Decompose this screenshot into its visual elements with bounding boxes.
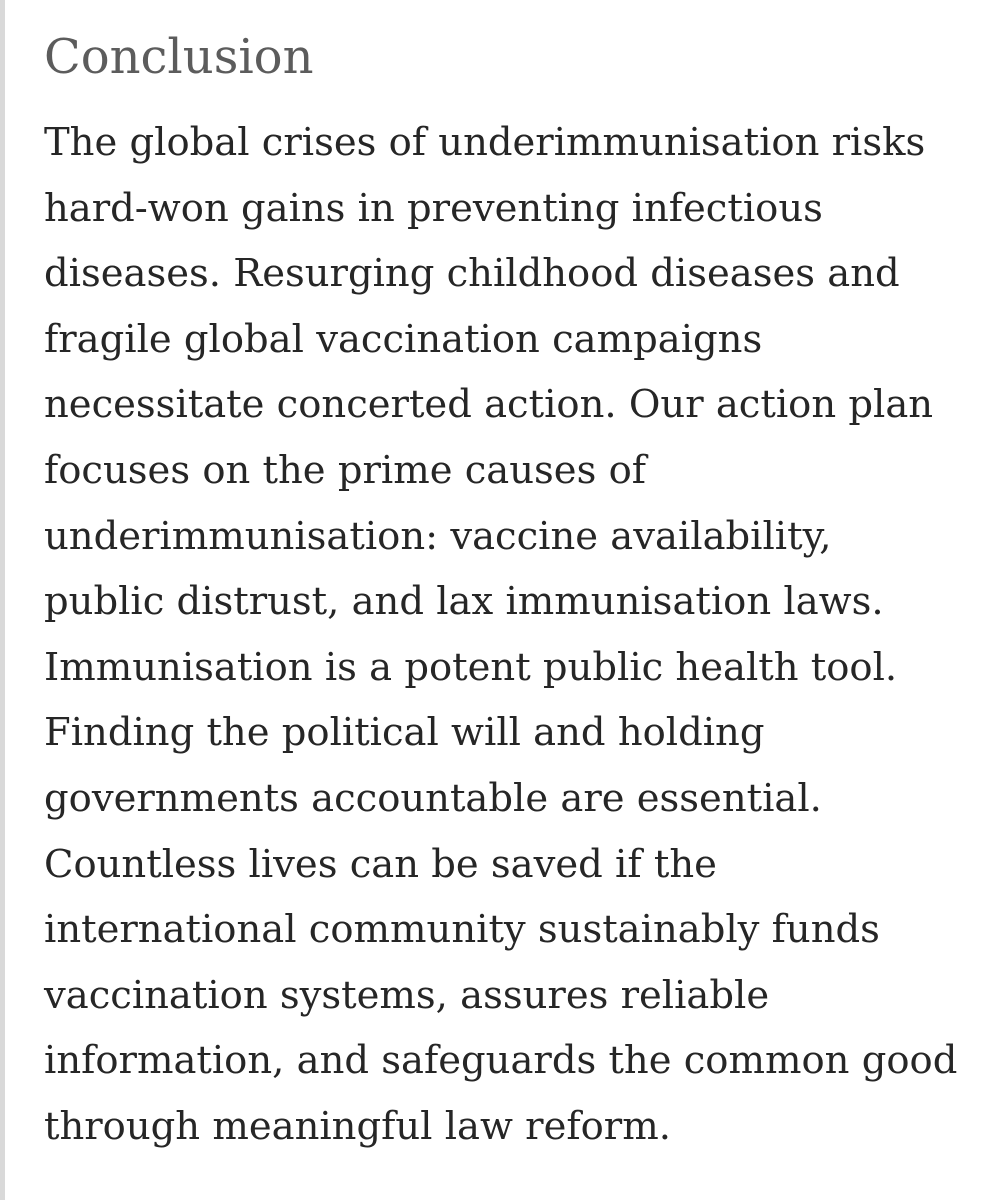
paragraph-line: information, and safeguards the common good [44, 1038, 958, 1084]
paragraph-line: Countless lives can be saved if the [44, 841, 717, 887]
paragraph-line: hard-won gains in preventing infectious [44, 185, 823, 231]
paragraph-line: through meaningful law reform. [44, 1103, 671, 1149]
paragraph-line: international community sustainably funds [44, 907, 880, 953]
paragraph-line: governments accountable are essential. [44, 775, 822, 821]
paragraph-line: public distrust, and lax immunisation laws. [44, 579, 884, 625]
paragraph-line: The global crises of underimmunisation risks [44, 120, 926, 165]
left-border-rule [0, 0, 5, 1200]
section-heading: Conclusion [44, 29, 314, 85]
paragraph-line: diseases. Resurging childhood diseases and [44, 251, 900, 297]
conclusion-paragraph [44, 110, 984, 1160]
paragraph-line: underimmunisation: vaccine availability, [44, 513, 832, 559]
paragraph-line: necessitate concerted action. Our action plan [44, 382, 934, 428]
paragraph-line: fragile global vaccination campaigns [44, 316, 763, 362]
conclusion-section [44, 22, 984, 1160]
paragraph-line: vaccination systems, assures reliable [44, 972, 770, 1018]
paragraph-line: Immunisation is a potent public health tool. [44, 644, 898, 690]
paragraph-line: focuses on the prime causes of [44, 447, 646, 493]
paragraph-line: Finding the political will and holding [44, 710, 765, 756]
